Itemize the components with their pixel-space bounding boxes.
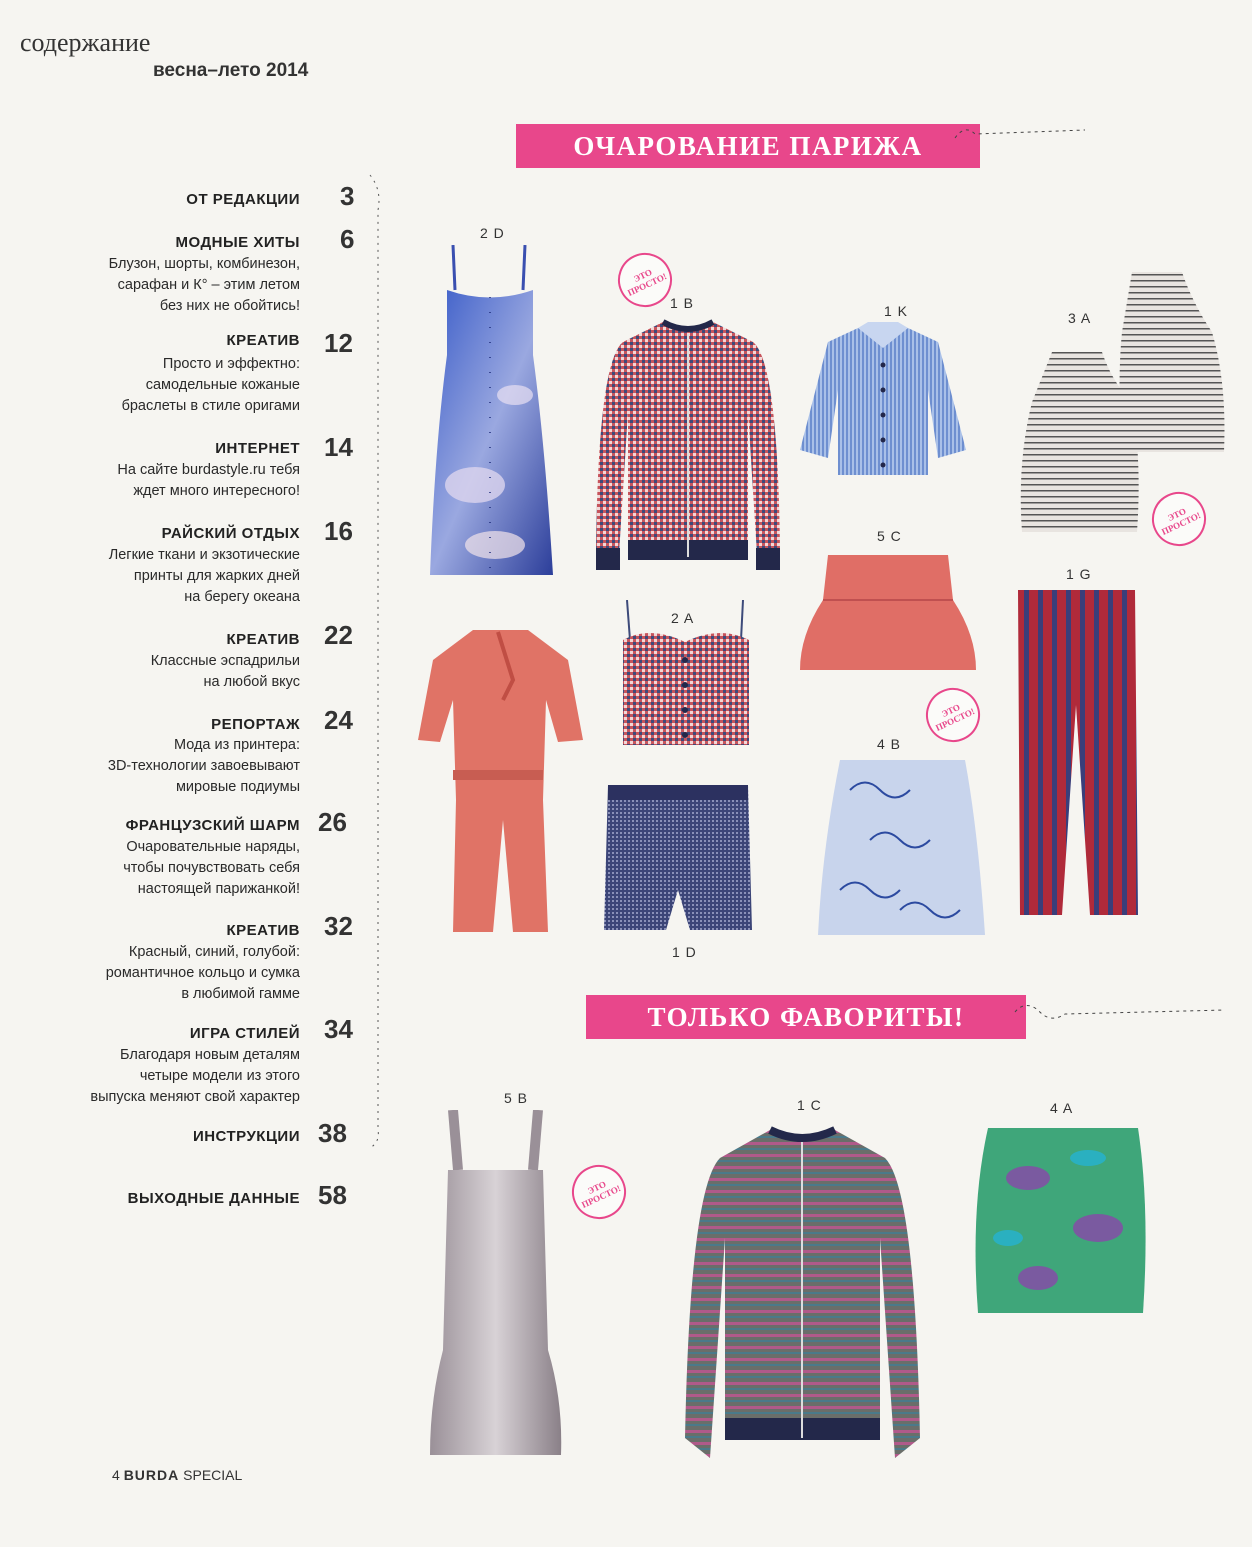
decorative-stitch-icon bbox=[950, 118, 1090, 158]
toc-page-number[interactable]: 38 bbox=[318, 1118, 347, 1148]
toc-description: На сайте burdastyle.ru тебя ждет много интересного! bbox=[117, 462, 300, 499]
toc-heading[interactable]: МОДНЫЕ ХИТЫ bbox=[175, 234, 300, 251]
skirt-4b-image[interactable] bbox=[810, 750, 990, 945]
toc-description: Мода из принтера: 3D-технологии завоевывают мировые подиумы bbox=[107, 737, 300, 795]
toc-description: Блузон, шорты, комбинезон, сарафан и К° – этим летом без них не обойтись! bbox=[108, 256, 300, 314]
toc-page-number[interactable]: 16 bbox=[324, 516, 353, 546]
jacket-1c-image[interactable] bbox=[680, 1118, 925, 1463]
toc-page-number[interactable]: 34 bbox=[324, 1014, 353, 1044]
skirt-4a-image[interactable] bbox=[968, 1118, 1158, 1328]
garment-label: 4 A bbox=[1050, 1100, 1074, 1116]
toc-heading[interactable]: ИНСТРУКЦИИ bbox=[192, 1128, 300, 1145]
skirt-5c-image[interactable] bbox=[798, 545, 978, 675]
decorative-stitch-line bbox=[360, 170, 400, 1150]
dress-2d-image[interactable] bbox=[425, 245, 555, 590]
toc-page-number[interactable]: 26 bbox=[318, 807, 347, 837]
garment-label: 1 B bbox=[670, 295, 695, 311]
toc-heading[interactable]: РЕПОРТАЖ bbox=[211, 716, 300, 733]
easy-badge: ЭТО ПРОСТО! bbox=[609, 244, 681, 316]
toc-page-number[interactable]: 22 bbox=[324, 620, 353, 650]
garment-label: 1 K bbox=[884, 303, 909, 319]
jumpsuit-1i-image[interactable] bbox=[418, 620, 588, 935]
brand-suffix: SPECIAL bbox=[183, 1467, 243, 1483]
tops-3a-image[interactable] bbox=[1012, 262, 1234, 542]
toc-page-number[interactable]: 32 bbox=[324, 911, 353, 941]
garment-label: 1 G bbox=[1066, 566, 1092, 582]
toc-page-number[interactable]: 24 bbox=[324, 705, 353, 735]
toc-heading[interactable]: ИНТЕРНЕТ bbox=[215, 440, 300, 457]
toc-page-number[interactable]: 58 bbox=[318, 1180, 347, 1210]
toc-heading[interactable]: КРЕАТИВ bbox=[226, 631, 300, 648]
garment-label: 2 D bbox=[480, 225, 505, 241]
page-title: содержание bbox=[20, 28, 151, 57]
issue-season: весна–лето 2014 bbox=[153, 60, 309, 81]
toc-heading[interactable]: ВЫХОДНЫЕ ДАННЫЕ bbox=[127, 1190, 300, 1207]
banner-paris: ОЧАРОВАНИЕ ПАРИЖА bbox=[516, 124, 980, 168]
easy-badge: ЭТО ПРОСТО! bbox=[563, 1156, 635, 1228]
toc-page-number[interactable]: 6 bbox=[340, 224, 355, 254]
trousers-1g-image[interactable] bbox=[1010, 585, 1140, 925]
page-footer bbox=[112, 1467, 242, 1483]
toc-description: Очаровательные наряды, чтобы почувствовать себя настоящей парижанкой! bbox=[123, 839, 300, 897]
toc-heading[interactable]: КРЕАТИВ bbox=[226, 922, 300, 939]
toc-heading[interactable]: ИГРА СТИЛЕЙ bbox=[189, 1025, 300, 1042]
garment-label: 3 A bbox=[1068, 310, 1092, 326]
toc-heading[interactable]: ФРАНЦУЗСКИЙ ШАРМ bbox=[125, 817, 300, 834]
garment-label: 4 B bbox=[877, 736, 902, 752]
pinafore-5b-image[interactable] bbox=[428, 1110, 563, 1465]
easy-badge: ЭТО ПРОСТО! bbox=[1143, 483, 1215, 555]
toc-description: Благодаря новым деталям четыре модели из этого выпуска меняют свой характер bbox=[90, 1047, 300, 1105]
garment-label: 1 C bbox=[797, 1097, 822, 1113]
toc-description: Классные эспадрильи на любой вкус bbox=[150, 653, 300, 690]
toc-page-number[interactable]: 3 bbox=[340, 181, 355, 211]
garment-label: 2 A bbox=[671, 610, 695, 626]
banner-favorites: ТОЛЬКО ФАВОРИТЫ! bbox=[586, 995, 1026, 1039]
toc-page-number[interactable]: 14 bbox=[324, 432, 353, 462]
toc-heading[interactable]: ОТ РЕДАКЦИИ bbox=[186, 191, 300, 208]
toc-description: Красный, синий, голубой: романтичное кольцо и сумка в любимой гамме bbox=[105, 944, 300, 1002]
toc-page-number[interactable]: 12 bbox=[324, 328, 353, 358]
shorts-1d-image[interactable] bbox=[600, 780, 755, 940]
garment-label: 5 C bbox=[877, 528, 902, 544]
toc-heading[interactable]: РАЙСКИЙ ОТДЫХ bbox=[161, 525, 300, 542]
toc-description: Легкие ткани и экзотические принты для жарких дней на берегу океана bbox=[108, 547, 300, 605]
decorative-stitch-icon bbox=[1010, 992, 1230, 1042]
page-number: 4 bbox=[112, 1467, 120, 1483]
brand-name: BURDA bbox=[123, 1467, 180, 1483]
jacket-1b-image[interactable] bbox=[588, 312, 788, 587]
bustier-2a-image[interactable] bbox=[615, 600, 755, 750]
garment-label: 1 D bbox=[672, 944, 697, 960]
toc-description: Просто и эффектно: самодельные кожаные браслеты в стиле оригами bbox=[121, 356, 300, 414]
garment-label: 5 B bbox=[504, 1090, 529, 1106]
easy-badge: ЭТО ПРОСТО! bbox=[917, 679, 989, 751]
shirt-1k-image[interactable] bbox=[798, 320, 968, 480]
toc-heading[interactable]: КРЕАТИВ bbox=[226, 332, 300, 349]
